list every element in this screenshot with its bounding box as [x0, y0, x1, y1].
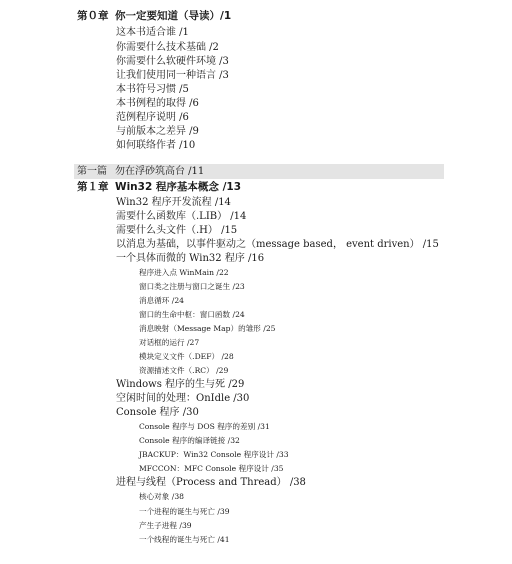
part-number: 第一篇 [77, 166, 107, 177]
toc-page: 第０章 你一定要知道（导读）/1 这本书适合谁 /1 你需要什么技术基础 /2 你需要什么软硬件环境 /3 让我们使用同一种语言 /3 本书符号习惯 /5 本书例程的取得 /6 范例程序说明 /6 与前版本之差异 /9 如何联络作者 /10 第一篇 勿在浮砂筑高台 /11 第１章 Win32 程序基本概念 /13 Win32 程序开发流程 /14 需要什么函数库（.LIB） /14 需要什么头文件（.H） /15 以消息为基础，以事件驱动之（message based， event driven） /15 一个具体而微的 Win32 程序 /16 程序进入点 WinMain /22 窗口类之注册与窗口之诞生 /23 消息循环 /24 窗口的生命中枢：窗口函数 /24 消息映射（Message Map）的雏形 /25 对话框的运行 /27 模块定义文件（.DEF） /28 资源描述文件（.RC） /29 Windows 程序的生与死 /29 空闲时间的处理：OnIdle /30 Console 程序 /30 Console 程序与 DOS 程序的差别 /31 Console 程序的编译链接 /32 JBACKUP：Win32 Console 程序设计 /33 MFCCON：MFC Console 程序设计 /35 进程与线程（Process and Thread） /38 核心对象 /38 一个进程的诞生与死亡 /39 产生子进程 /39 一个线程的诞生与死亡 /41 [0, 0, 512, 564]
chapter-title: Win32 程序基本概念 /13 [115, 181, 242, 193]
chapter-number: 第０章 [77, 10, 109, 22]
chapter-number: 第１章 [77, 181, 109, 193]
chapter-title: 你一定要知道（导读）/1 [115, 10, 232, 22]
part-1-heading [74, 164, 444, 179]
part-title: 勿在浮砂筑高台 /11 [115, 166, 205, 177]
